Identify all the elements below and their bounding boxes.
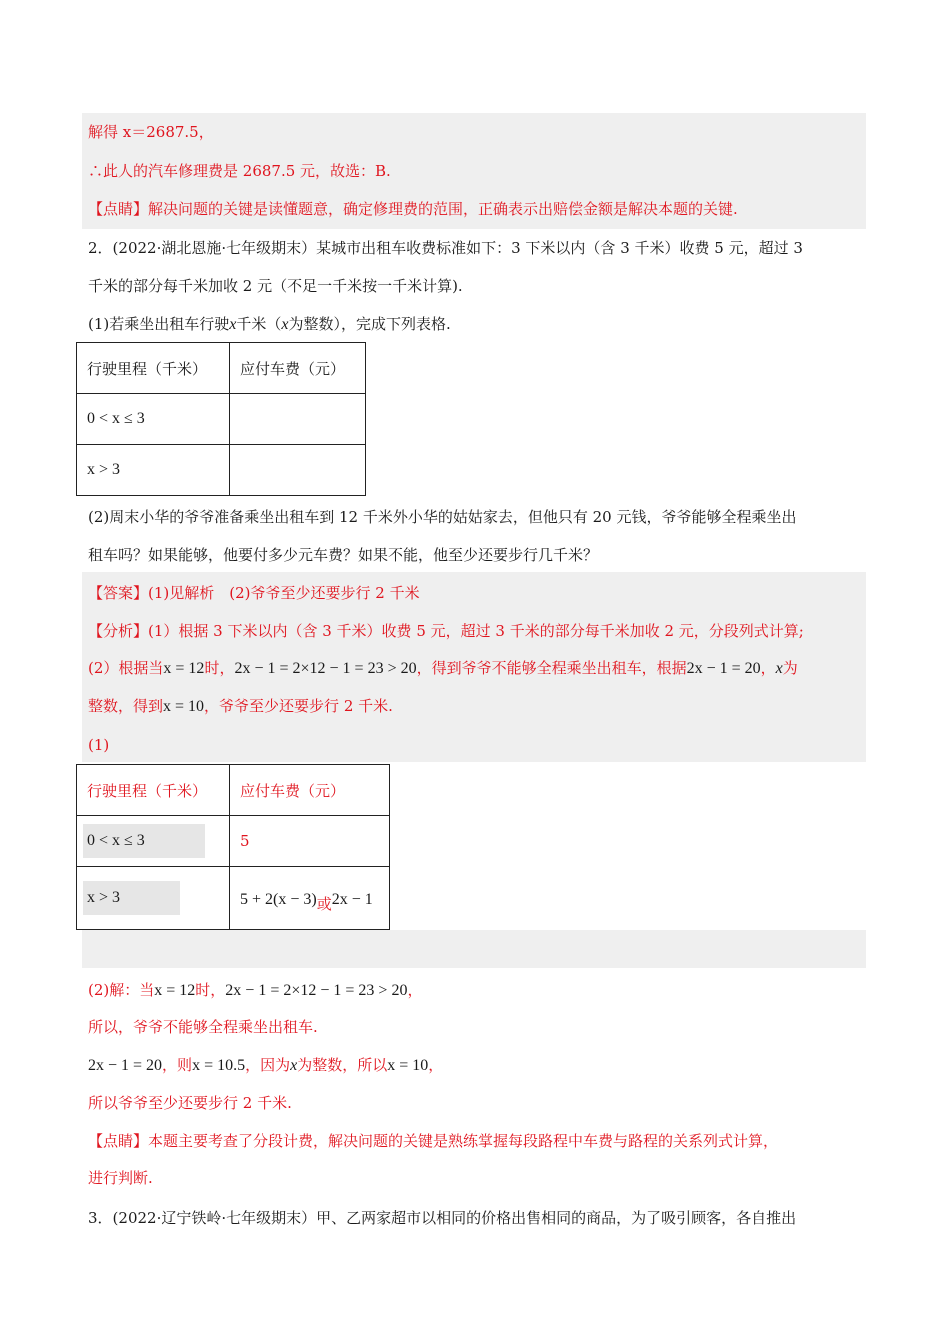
table-cell-blank <box>230 445 366 496</box>
formula: x = 10.5 <box>192 1057 246 1074</box>
var-x: x <box>290 1057 298 1074</box>
range-text: 0 < x ≤ 3 <box>83 824 205 858</box>
part2-line3 <box>88 1055 443 1076</box>
text: ， <box>760 659 776 677</box>
formula: 2x − 1 = 2×12 − 1 = 23 > 20 <box>234 660 417 677</box>
part2-line2: 所以，爷爷不能够全程乘坐出租车. <box>88 1018 318 1036</box>
table-header-fare: 应付车费（元） <box>230 765 390 816</box>
answer-line: 【答案】(1)见解析 (2)爷爷至少还要步行 2 千米 <box>88 584 420 602</box>
text: 为 <box>782 659 798 677</box>
var-x: x <box>281 316 289 333</box>
q3-stem-line1: 3．(2022·辽宁铁岭·七年级期末）甲、乙两家超市以相同的价格出售相同的商品，为了吸引顾客，各自推出 <box>88 1209 797 1227</box>
part2-line1 <box>88 980 422 1001</box>
formula: 2x − 1 = 20 <box>88 1057 163 1074</box>
q2-part1-post: 为整数），完成下列表格. <box>288 315 451 333</box>
analysis-line1: 【分析】(1）根据 3 下米以内（含 3 千米）收费 5 元，超过 3 千米的部分每千米加收 2 元，分段列式计算; <box>88 622 804 640</box>
answer-fare-table <box>76 764 390 930</box>
formula: 2x − 1 = 2×12 − 1 = 23 > 20 <box>225 982 408 999</box>
table-cell-range: x > 3 <box>77 445 230 496</box>
var-x: x <box>775 660 783 677</box>
q2-part1-pre: (1)若乘坐出租车行驶 <box>88 315 230 333</box>
table-header-distance: 行驶里程（千米） <box>77 343 230 394</box>
part2-line4: 所以爷爷至少还要步行 2 千米. <box>88 1094 292 1112</box>
q2-part2-line2: 租车吗？如果能够，他要付多少元车费？如果不能，他至少还要步行几千米？ <box>88 546 599 564</box>
text: ， <box>407 981 423 999</box>
text: ， <box>428 1056 444 1074</box>
formula: x = 12 <box>154 982 196 999</box>
answer-part1-label: (1) <box>88 736 110 754</box>
table-row <box>77 867 390 930</box>
analysis-line2 <box>88 658 798 679</box>
text: 整数，得到 <box>88 697 164 715</box>
range-text: x > 3 <box>83 881 180 915</box>
q2-stem-line1: 2．(2022·湖北恩施·七年级期末）某城市出租车收费标准如下：3 下米以内（含 3 千米）收费 5 元，超过 3 <box>88 239 803 257</box>
table-cell-range <box>77 867 230 930</box>
blank-fare-table <box>76 342 366 496</box>
analysis-line3 <box>88 696 393 717</box>
comment-line: 【点睛】解决问题的关键是读懂题意，确定修理费的范围，正确表示出赔偿金额是解决本题的关键. <box>88 200 738 218</box>
or-text: 或 <box>316 894 332 913</box>
q2-part1-mid: 千米（ <box>236 315 282 333</box>
q2-stem-line2: 千米的部分每千米加收 2 元（不足一千米按一千米计算). <box>88 277 463 295</box>
text: (2)解：当 <box>88 981 155 999</box>
formula: x = 10 <box>163 698 205 715</box>
text: ，得到爷爷不能够全程乘坐出租车，根据 <box>416 659 687 677</box>
table-row <box>77 394 366 445</box>
text: ，则 <box>162 1056 193 1074</box>
formula: 2x − 1 = 20 <box>686 660 761 677</box>
table-cell-blank <box>230 394 366 445</box>
q2-part1-line <box>88 314 451 335</box>
table-row <box>77 765 390 816</box>
text: (2）根据当 <box>88 659 164 677</box>
var-x: x <box>229 316 237 333</box>
comment-line2: 进行判断. <box>88 1169 153 1187</box>
table-header-distance: 行驶里程（千米） <box>77 765 230 816</box>
table-cell-fare: 5 <box>230 816 390 867</box>
table-cell-range: 0 < x ≤ 3 <box>77 394 230 445</box>
formula: 5 + 2(x − 3) <box>240 890 317 908</box>
therefore-line: ∴此人的汽车修理费是 2687.5 元，故选：B. <box>88 162 391 180</box>
table-row <box>77 343 366 394</box>
formula: x = 12 <box>163 660 205 677</box>
text: ，爷爷至少还要步行 2 千米. <box>204 697 393 715</box>
answer-shading-bottom <box>82 930 866 968</box>
table-cell-range <box>77 816 230 867</box>
solve-line: 解得 x＝2687.5， <box>88 123 214 141</box>
text: 时， <box>204 659 235 677</box>
table-header-fare: 应付车费（元） <box>230 343 366 394</box>
table-cell-fare <box>230 867 390 930</box>
comment-line1: 【点睛】本题主要考查了分段计费，解决问题的关键是熟练掌握每段路程中车费与路程的关系列式计算， <box>88 1132 779 1150</box>
text: 为整数，所以 <box>297 1056 388 1074</box>
q2-part2-line1: (2)周末小华的爷爷准备乘坐出租车到 12 千米外小华的姑姑家去，但他只有 20 元钱，爷爷能够全程乘坐出 <box>88 508 797 526</box>
table-row <box>77 816 390 867</box>
formula: 2x − 1 <box>331 890 373 908</box>
text: ，因为 <box>245 1056 291 1074</box>
table-row <box>77 445 366 496</box>
text: 时， <box>195 981 226 999</box>
formula: x = 10 <box>387 1057 429 1074</box>
